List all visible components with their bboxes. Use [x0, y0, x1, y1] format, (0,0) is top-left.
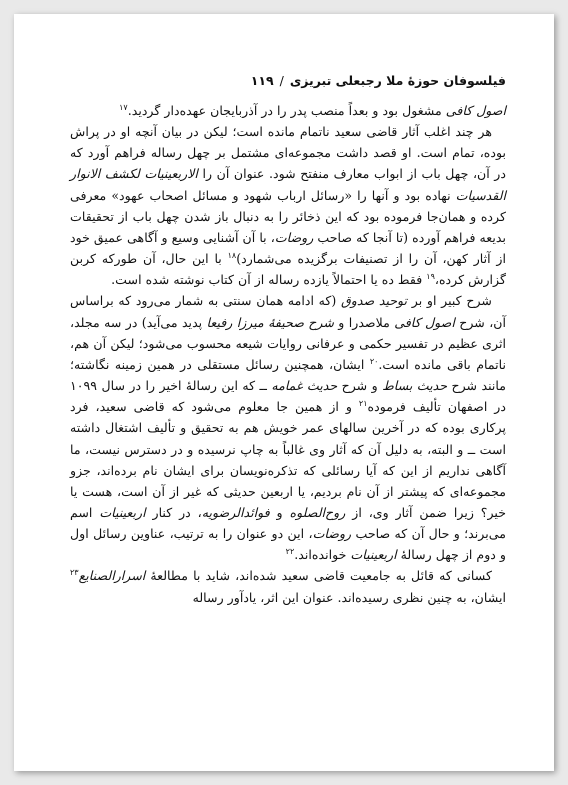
footnote-ref: ۲۳	[70, 568, 79, 578]
page-number: ۱۱۹	[250, 72, 274, 88]
text-run: هر چند اغلب آثار قاضی سعید ناتمام مانده است؛ لیکن در بیان آنچه او در پراش بوده، تمام است. او قصد داشت مجموعه‌ای مشتمل بر چهل رساله فراهم آورد که در آن، چهل باب از ابواب معارف منفتح شود. عنوان آن را	[70, 124, 506, 182]
running-header	[70, 70, 506, 90]
text-run: (که ادامه همان سنتی به شمار می‌رود که براساس آن، شرح	[70, 293, 507, 330]
footnote-ref: ۲۰	[369, 356, 379, 366]
text-run: فقط ده یا احتمالاً یازده رساله از آن کتاب نوشته شده است.	[111, 272, 427, 288]
italic-title: فوائدالرضویه	[201, 504, 270, 520]
text-run: ، در کنار	[145, 504, 202, 520]
text-run: ملاصدرا و	[333, 314, 395, 330]
document-page	[14, 14, 554, 771]
italic-title: حدیث بساط	[382, 378, 448, 394]
italic-title: توحید صدوق	[341, 293, 408, 309]
text-run: اسم می‌برند؛ و حال آن که صاحب	[70, 504, 506, 542]
running-title: فیلسوفان حوزهٔ ملا رجبعلی تبریزی	[289, 72, 506, 88]
italic-title: اربعینیات	[350, 547, 397, 563]
footnote-ref: ۲۱	[358, 399, 368, 408]
paragraph	[70, 290, 506, 565]
header-separator: /	[279, 72, 284, 88]
text-run: ــ که این رسالهٔ اخیر را در سال ۱۰۹۹ در اصفهان تألیف فرموده	[70, 378, 506, 415]
italic-title: اصول کافی	[445, 103, 506, 118]
italic-title: روح‌الصلوه	[289, 504, 346, 520]
italic-title: اصول کافی	[394, 314, 455, 330]
paragraph	[70, 121, 506, 290]
footnote-ref: ۱۹	[426, 272, 435, 282]
text-run: ، با آن آشنایی وسیع و آگاهی عمیق خود از آثار کهن، آن را از تصنیفات برگزیده می‌شمارد)	[70, 229, 507, 267]
text-run: ایشان، به چنین نظری رسیده‌اند. عنوان این اثر، یادآور رساله	[192, 589, 506, 605]
text-run: ایشان، همچنین رسائل مستقلی در همین زمینه نگاشته؛ مانند شرح	[70, 356, 506, 394]
italic-title: حدیث غمامه	[271, 378, 338, 394]
text-run: پدید می‌آید) در سه مجلد، اثری عظیم در تفسیر حکمی و عرفانی روایات شیعه محسوب می‌شود؛ لیکن آن هم، ناتمام باقی مانده است.	[70, 314, 506, 372]
italic-title: روضات	[312, 526, 352, 542]
text-run: و شرح	[337, 378, 383, 394]
text-run: مشغول بود و بعداً منصب پدر را در آذربایجان عهده‌دار گردید.	[127, 103, 446, 118]
italic-title: الاربعینیات لکشف الانوار القدسیات	[70, 166, 506, 203]
text-run: ، این دو عنوان را به ترتیب، عناوین رسائل اول و دوم از چهل رسالهٔ	[70, 526, 506, 563]
text-run: خوانده‌اند.	[294, 547, 351, 563]
text-run: و	[269, 504, 290, 520]
body-text	[70, 100, 506, 608]
paragraph	[70, 100, 506, 121]
italic-title: شرح صحیفهٔ میرزا رفیعا	[206, 314, 334, 330]
text-run: با این حال، آن طورکه کربن گزارش کرده،	[70, 251, 506, 288]
text-run: کسانی که قائل به جامعیت قاضی سعید شده‌اند، شاید با مطالعهٔ	[145, 568, 492, 584]
italic-title: اربعینیات	[99, 504, 146, 520]
footnote-ref: ۲۲	[285, 547, 295, 557]
text-run: شرح کبیر او بر	[407, 293, 492, 309]
italic-title: اسرارالصنایع	[78, 568, 146, 584]
footnote-ref: ۱۸	[227, 250, 237, 260]
footnote-ref: ۱۷	[119, 102, 128, 112]
text-run: نهاده بود و آنها را «رسائل ارباب شهود و مسائل اصحاب عهود» معرفی کرده و همان‌جا فرموده بود که این ذخائر را به دنبال باز شدن چهل باب از تحقیقات بدیعه فراهم آورده (تا آنجا که صاحب	[70, 187, 506, 245]
paragraph	[70, 565, 506, 607]
italic-title: روضات	[274, 229, 314, 245]
text-run: و از همین جا معلوم می‌شود که قاضی سعید، فرد پرکاری بوده که در آخرین سالهای عمر خویش هم به تحقیق و تألیف اشتغال داشته است ــ و البته، به دلیل آن که آثار وی غالباً به چاپ نرسیده و در دسترس نیست، ما آگاهی نداریم از این که آیا رسائلی که تذکره‌نویسان برای ایشان نام برده‌اند، جزو مجموعه‌ای که پیشتر از آن نام بردیم، یا اربعین حدیثی که غیر از آن است، هست یا خیر؟ زیرا ضمن آثار وی، از	[70, 399, 507, 520]
